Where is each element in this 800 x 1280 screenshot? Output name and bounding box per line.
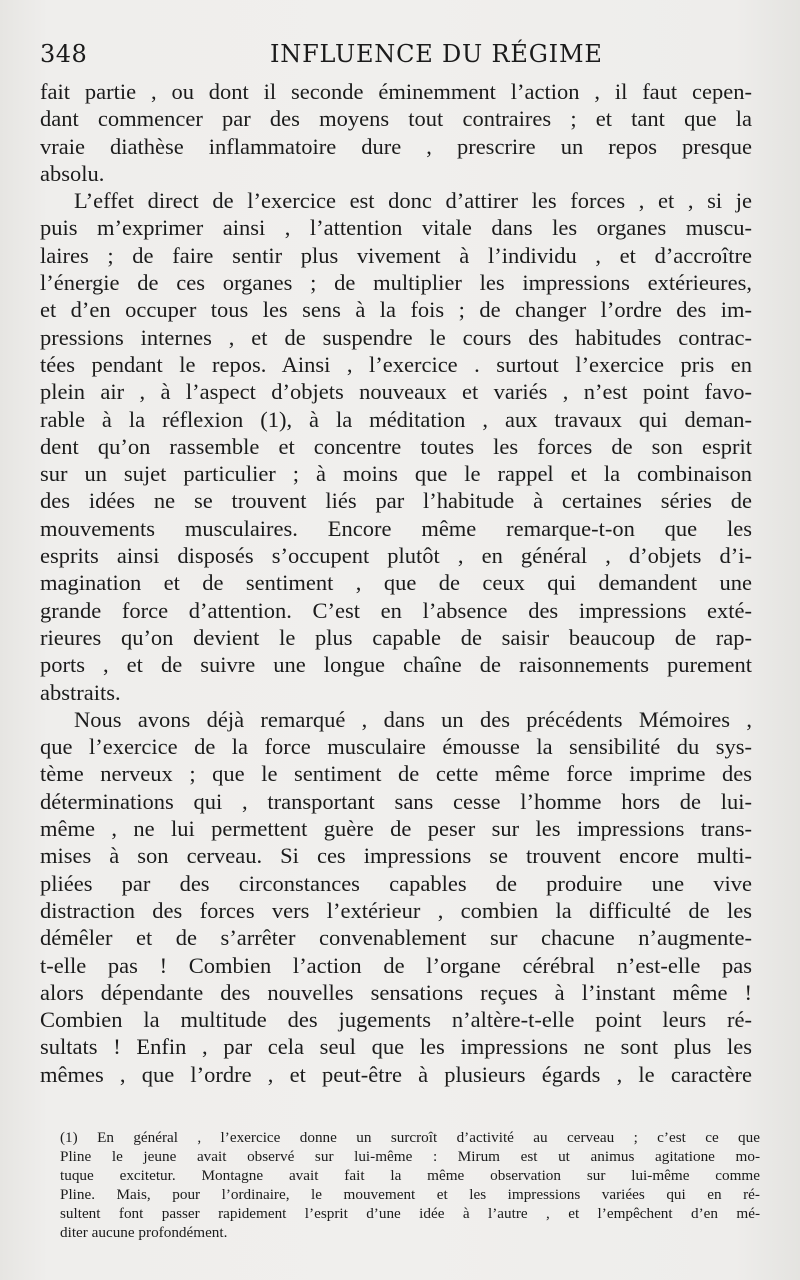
text-line: sultats ! Enfin , par cela seul que les impressions ne sont plus les xyxy=(40,1034,752,1060)
text-line: fait partie , ou dont il seconde éminemment l’action , il faut cepen- xyxy=(40,79,752,104)
text-line: l’énergie de ces organes ; de multiplier les impressions extérieures, xyxy=(40,270,752,296)
text-line: tème nerveux ; que le sentiment de cette même force imprime des xyxy=(40,761,752,787)
footnote xyxy=(60,1128,760,1242)
body-text xyxy=(40,78,752,1088)
page-header xyxy=(40,38,750,72)
text-line: et d’en occuper tous les sens à la fois ; de changer l’ordre des im- xyxy=(40,297,752,323)
text-line: des idées ne se trouvent liés par l’habitude à certaines séries de xyxy=(40,488,752,514)
text-line: Nous avons déjà remarqué , dans un des précédents Mémoires , xyxy=(74,706,752,732)
text-line: magination et de sentiment , que de ceux qui demandent une xyxy=(40,570,752,596)
text-line: Combien la multitude des jugements n’altère-t-elle point leurs ré- xyxy=(40,1007,752,1033)
text-line: sur un sujet particulier ; à moins que le rappel et la combinaison xyxy=(40,461,752,487)
text-line: distraction des forces vers l’extérieur , combien la difficulté de les xyxy=(40,897,752,923)
footnote-line: (1) En général , l’exercice donne un surcroît d’activité au cerveau ; c’est ce que xyxy=(60,1129,760,1146)
text-line: dent qu’on rassemble et concentre toutes les forces de son esprit xyxy=(40,433,752,459)
text-line: puis m’exprimer ainsi , l’attention vitale dans les organes muscu- xyxy=(40,215,752,241)
text-line: que l’exercice de la force musculaire émousse la sensibilité du sys- xyxy=(40,734,752,760)
page-number: 348 xyxy=(40,40,88,68)
text-line: grande force d’attention. C’est en l’absence des impressions exté- xyxy=(40,597,752,623)
text-line: déterminations qui , transportant sans cesse l’homme hors de lui- xyxy=(40,788,752,814)
text-line: rable à la réflexion (1), à la méditation , aux travaux qui deman- xyxy=(40,406,752,432)
text-line: mouvements musculaires. Encore même remarque-t-on que les xyxy=(40,515,752,541)
text-line: abstraits. xyxy=(40,679,121,705)
footnote-line: Pline le jeune avait observé sur lui-même : Mirum est ut animus agitatione mo- xyxy=(60,1148,760,1165)
text-line: mêmes , que l’ordre , et peut-être à plusieurs égards , le caractère xyxy=(40,1061,752,1087)
text-line: ports , et de suivre une longue chaîne de raisonnements purement xyxy=(40,652,752,678)
footnote-line: tuque excitetur. Montagne avait fait la même observation sur lui-même comme xyxy=(60,1167,760,1184)
footnote-line: Pline. Mais, pour l’ordinaire, le mouvement et les impressions variées qui en ré- xyxy=(60,1186,760,1203)
text-line: rieures qu’on devient le plus capable de saisir beaucoup de rap- xyxy=(40,624,752,650)
text-line: pressions internes , et de suspendre le cours des habitudes contrac- xyxy=(40,324,752,350)
text-line: tées pendant le repos. Ainsi , l’exercice . surtout l’exercice pris en xyxy=(40,351,752,377)
text-line: esprits ainsi disposés s’occupent plutôt , en général , d’objets d’i- xyxy=(40,543,752,569)
text-line: laires ; de faire sentir plus vivement à l’individu , et d’accroître xyxy=(40,242,752,268)
text-line: plein air , à l’aspect d’objets nouveaux et variés , n’est point favo- xyxy=(40,379,752,405)
running-head: INFLUENCE DU RÉGIME xyxy=(270,40,603,68)
footnote-line: diter aucune profondément. xyxy=(60,1224,228,1241)
text-line: démêler et de s’arrêter convenablement sur chacune n’augmente- xyxy=(40,925,752,951)
footnote-line: sultent font passer rapidement l’esprit d’une idée à l’autre , et l’empêchent d’en mé- xyxy=(60,1205,760,1222)
text-line: pliées par des circonstances capables de produire une vive xyxy=(40,870,752,896)
text-line: alors dépendante des nouvelles sensations reçues à l’instant même ! xyxy=(40,979,752,1005)
text-line: mises à son cerveau. Si ces impressions se trouvent encore multi- xyxy=(40,843,752,869)
text-line: même , ne lui permettent guère de peser sur les impressions trans- xyxy=(40,816,752,842)
text-line: vraie diathèse inflammatoire dure , prescrire un repos presque xyxy=(40,133,752,159)
text-line: t-elle pas ! Combien l’action de l’organe cérébral n’est-elle pas xyxy=(40,952,752,978)
text-line: absolu. xyxy=(40,160,105,186)
text-line: dant commencer par des moyens tout contraires ; et tant que la xyxy=(40,106,752,132)
text-line: L’effet direct de l’exercice est donc d’attirer les forces , et , si je xyxy=(74,188,752,214)
